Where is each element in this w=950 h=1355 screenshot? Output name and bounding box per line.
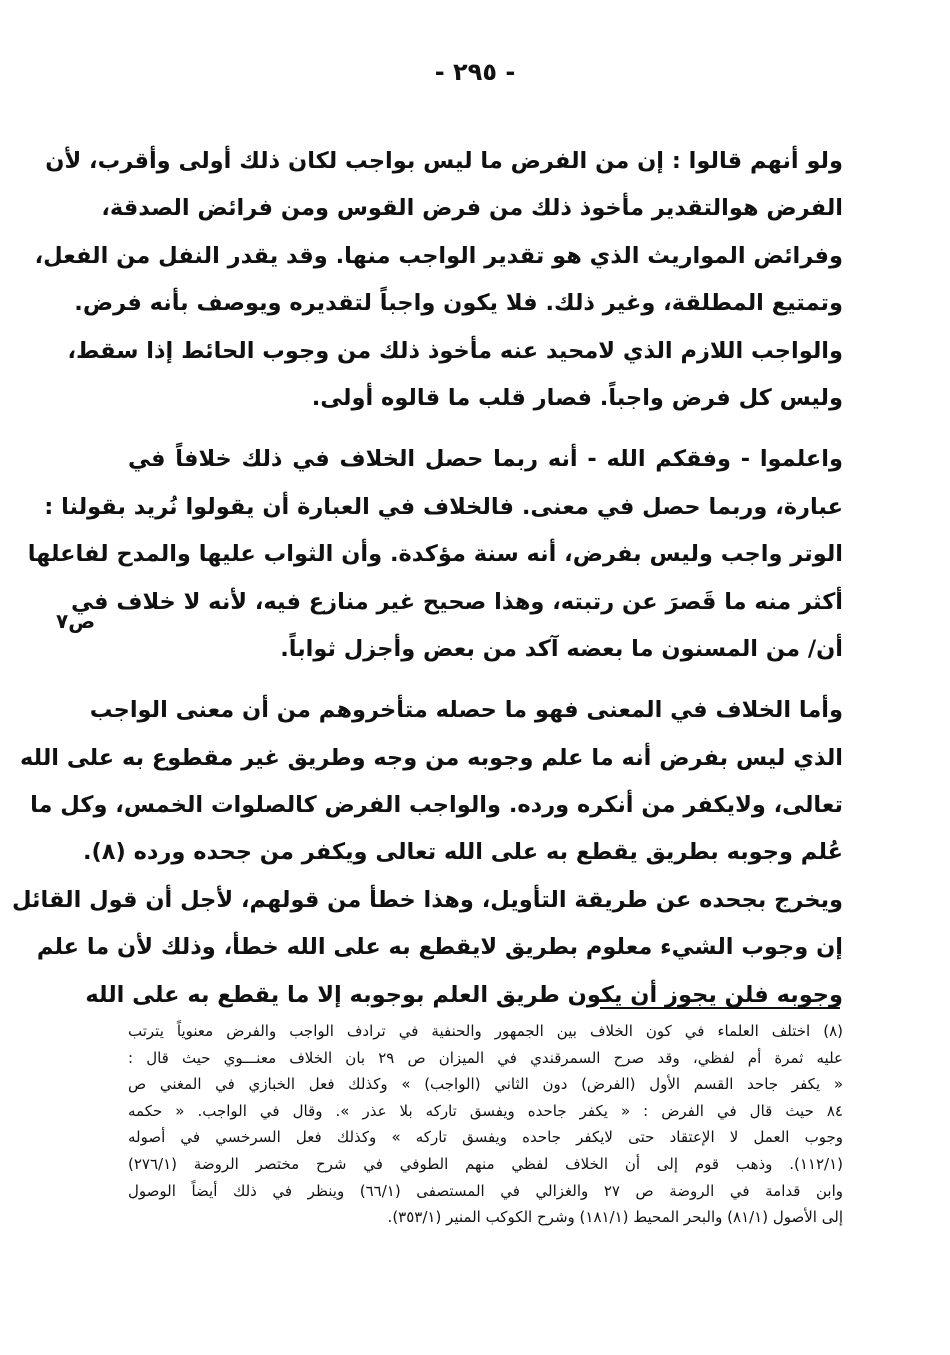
text-line: أن/ من المسنون ما بعضه آكد من بعض وأجزل ثواباً. bbox=[280, 635, 843, 662]
text-line: ويخرج بجحده عن طريقة التأويل، وهذا خطأ من قولهم، لأجل أن قول القائل bbox=[11, 886, 843, 913]
text-line: والواجب اللازم الذي لامحيد عنه مأخوذ ذلك من وجوب الحائط إذا سقط، bbox=[67, 337, 843, 364]
margin-page-note: ص٧ bbox=[56, 609, 96, 633]
footnote-line: وابن قدامة في الروضة ص ٢٧ والغزالي في المستصفى (٦٦/١) وينظر في ذلك أيضاً الوصول bbox=[128, 1181, 843, 1200]
text-line: الذي ليس بفرض أنه ما علم وجوبه من وجه وطريق غير مقطوع به على الله bbox=[20, 744, 843, 771]
text-line: وجوبه فلن يجوز أن يكون طريق العلم بوجوبه إلا ما يقطع به على الله bbox=[85, 981, 843, 1008]
text-line: وأما الخلاف في المعنى فهو ما حصله متأخروهم من أن معنى الواجب bbox=[89, 697, 843, 724]
text-line: تعالى، ولايكفر من أنكره ورده. والواجب الفرض كالصلوات الخمس، وكل ما bbox=[30, 792, 843, 819]
footnote-divider bbox=[600, 1007, 840, 1009]
footnote-line: إلى الأصول (٨١/١) والبحر المحيط (١٨١/١) وشرح الكوكب المنير (٣٥٣/١). bbox=[387, 1208, 843, 1227]
text-line: وتمتيع المطلقة، وغير ذلك. فلا يكون واجباً لتقديره ويوصف بأنه فرض. bbox=[74, 290, 843, 317]
text-line: واعلموا - وفقكم الله - أنه ربما حصل الخلاف في ذلك خلافاً في bbox=[128, 446, 843, 473]
page-number: - ٢٩٥ - bbox=[434, 58, 516, 86]
footnote-line: عليه ثمرة أم لفظي، وقد صرح السمرقندي في الميزان ص ٢٩ بان الخلاف معنـــوي حيث قال : bbox=[128, 1048, 843, 1067]
text-line: إن وجوب الشيء معلوم بطريق لايقطع به على الله خطأ، وذلك لأن ما علم bbox=[36, 934, 843, 961]
text-line: الوتر واجب وليس بفرض، أنه سنة مؤكدة. وأن الثواب عليها والمدح لفاعلها bbox=[27, 541, 843, 568]
text-line: وليس كل فرض واجباً. فصار قلب ما قالوه أولى. bbox=[311, 384, 843, 411]
text-line: عُلم وجوبه بطريق يقطع به على الله تعالى ويكفر من جحده ورده (٨). bbox=[82, 839, 843, 866]
footnotes bbox=[128, 1018, 843, 1231]
paragraph-1 bbox=[34, 138, 843, 422]
paragraph-3 bbox=[11, 687, 843, 1019]
footnote-line: وجوب العمل لا الإعتقاد حتى لايكفر جاحده ويفسق تاركه » وكذلك فعل السرخسي في أصوله bbox=[128, 1128, 843, 1147]
footnote-line: (١١٢/١). وذهب قوم إلى أن الخلاف لفظي منهم الطوفي في شرح مختصر الروضة (٢٧٦/١) bbox=[128, 1154, 843, 1173]
footnote-line: (٨) اختلف العلماء في كون الخلاف بين الجمهور والحنفية في ترادف الواجب والفرض معنوياً يترتب bbox=[128, 1022, 843, 1040]
text-line: ولو أنهم قالوا : إن من الفرض ما ليس بواجب لكان ذلك أولى وأقرب، لأن bbox=[45, 148, 843, 174]
footnote-line: « يكفر جاحد القسم الأول (الفرض) دون الثاني (الواجب) » وكذلك فعل الخبازي في المغني ص bbox=[128, 1075, 843, 1094]
text-line: أكثر منه ما قَصرَ عن رتبته، وهذا صحيح غير منازع فيه، لأنه لا خلاف في bbox=[71, 588, 843, 615]
text-line: الفرض هوالتقدير مأخوذ ذلك من فرض القوس ومن فرائض الصدقة، bbox=[101, 195, 843, 222]
text-line: عبارة، وربما حصل في معنى. فالخلاف في العبارة أن يقولوا نُريد بقولنا : bbox=[44, 493, 843, 520]
text-line: وفرائض المواريث الذي هو تقدير الواجب منها. وقد يقدر النفل من الفعل، bbox=[34, 242, 843, 269]
footnote-line: ٨٤ حيث قال في الفرض : « يكفر جاحده ويفسق تاركه بلا عذر ». وقال في الواجب. « حكمه bbox=[128, 1101, 843, 1120]
